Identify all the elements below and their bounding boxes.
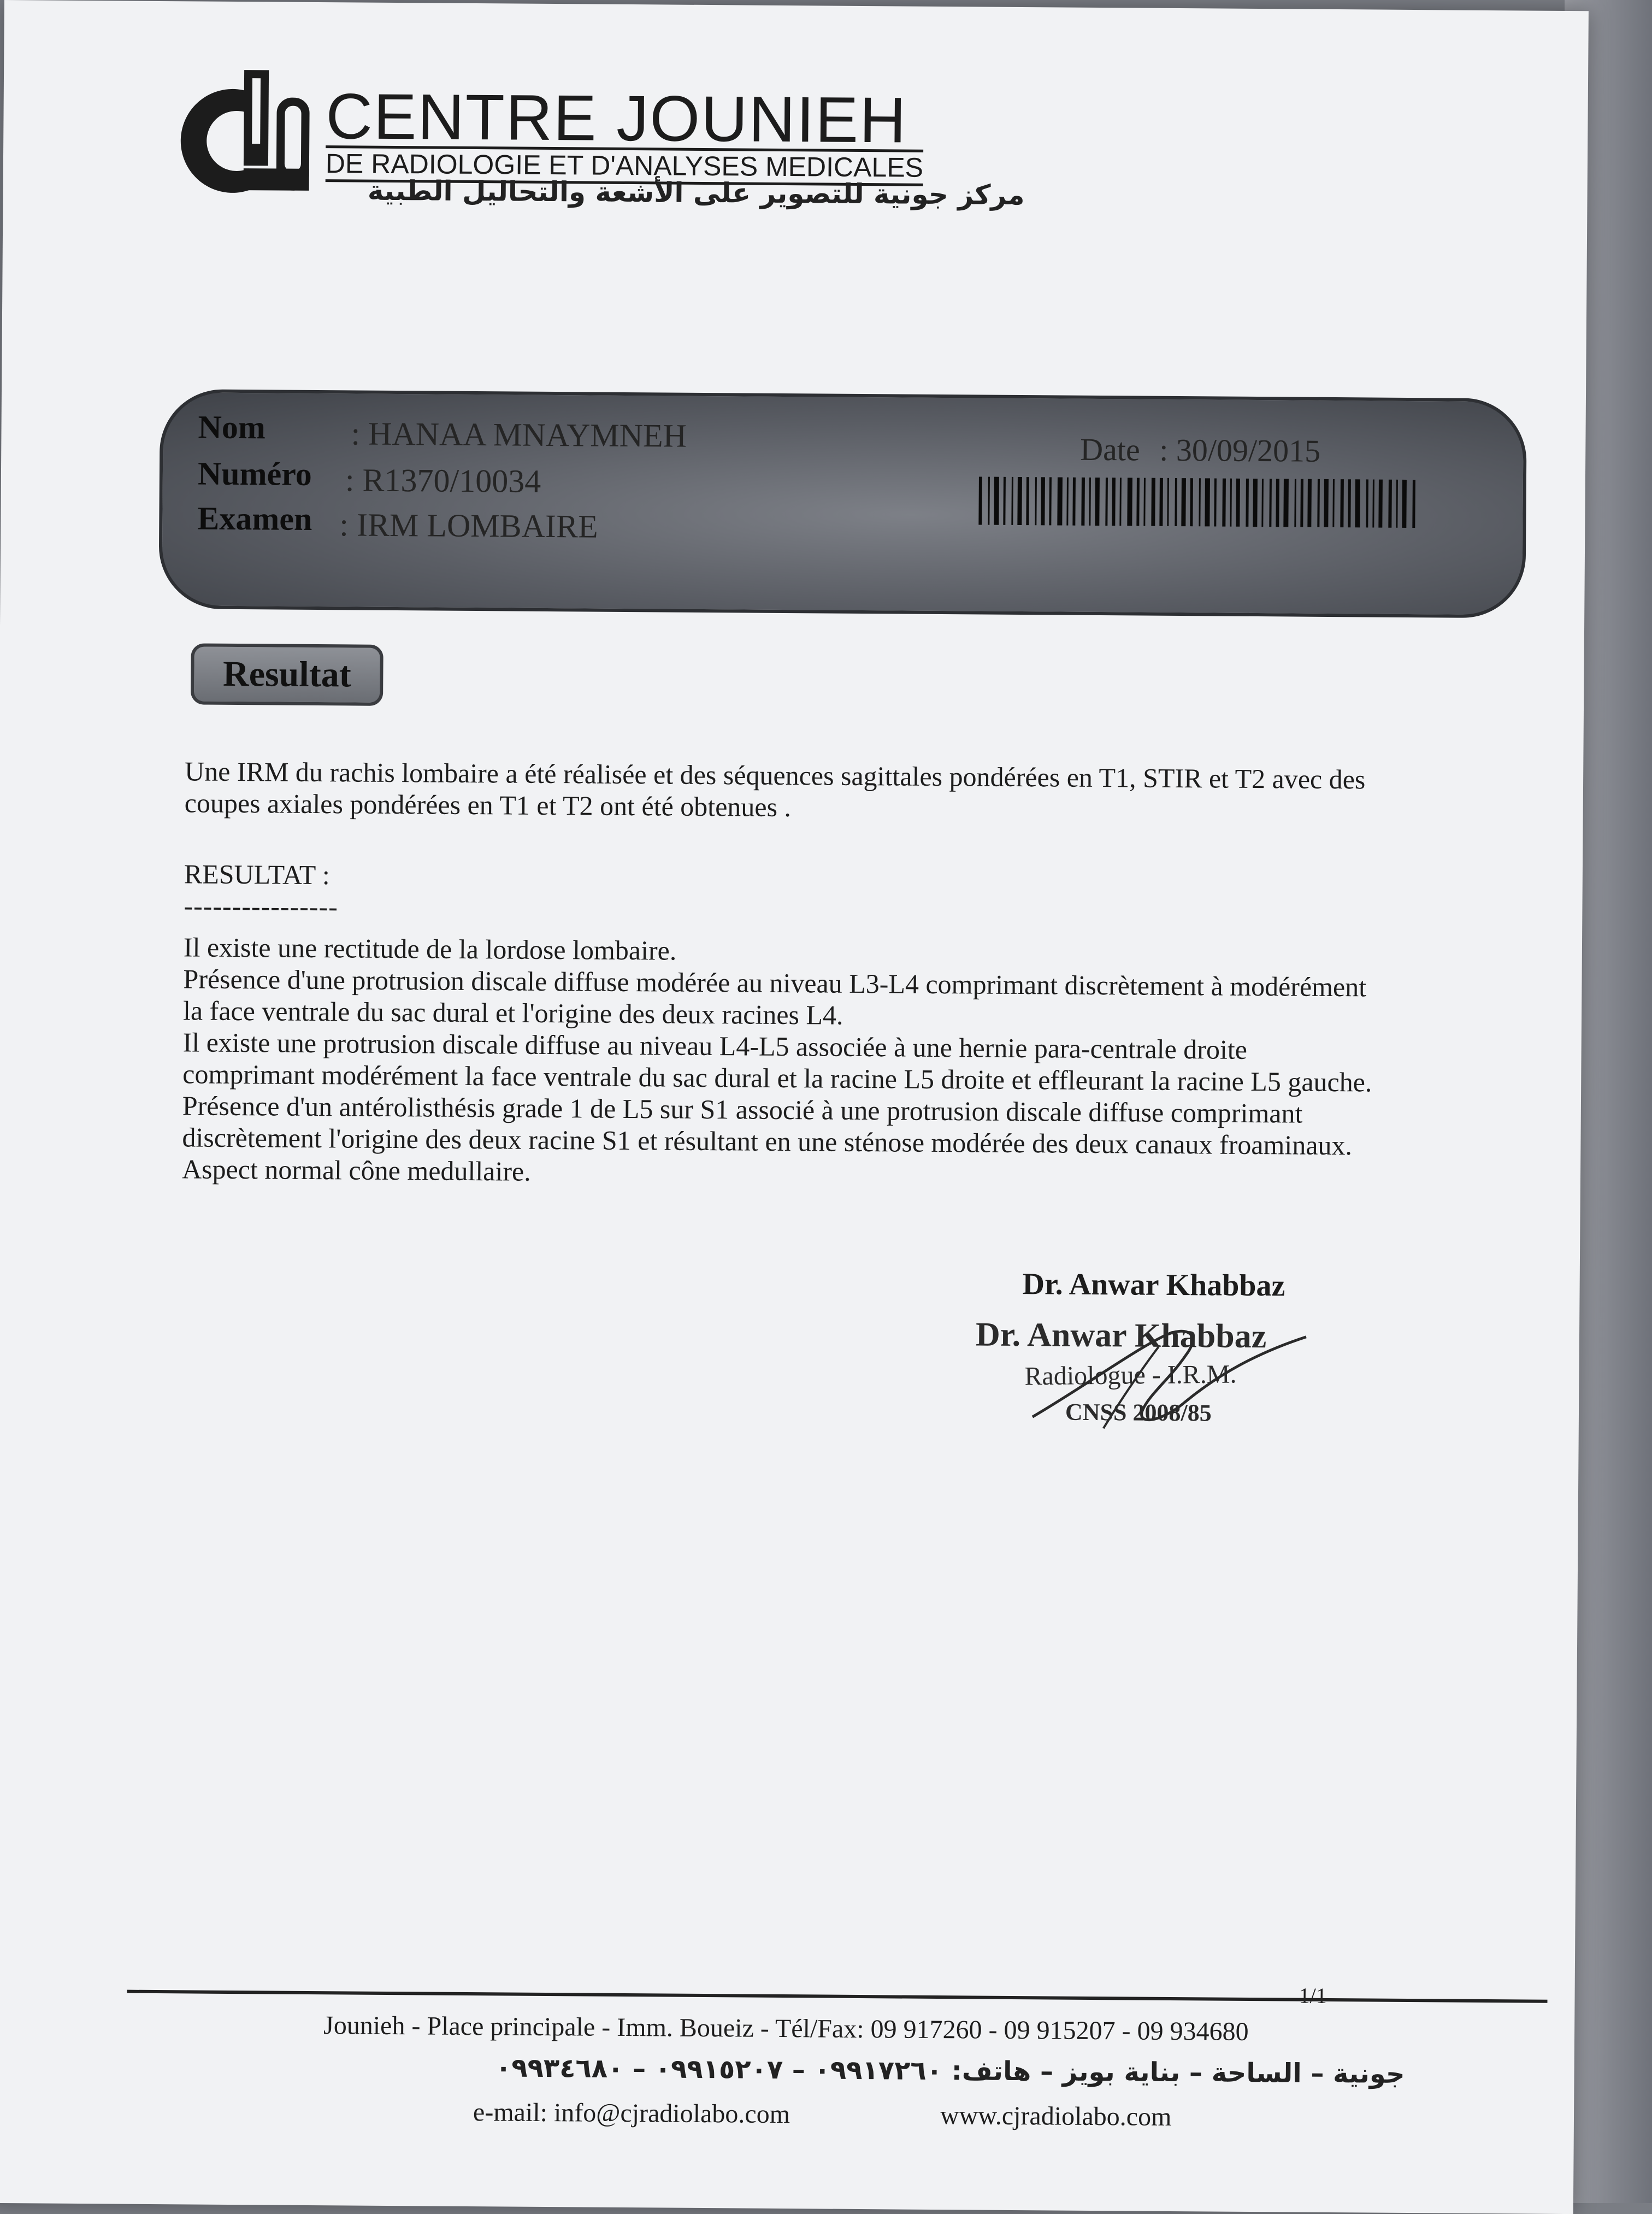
- numero-value: : R1370/10034: [345, 462, 541, 499]
- barcode-bar: [988, 477, 990, 525]
- stamp-title: Radiologue - I.R.M.: [1024, 1359, 1237, 1391]
- footer-address-arabic: جونية – الساحة – بناية بويز – هاتف: ٠٩٩١٧٢٦٠ – ٠٩٩١٥٢٠٧ – ٠٩٩٣٤٦٨٠: [495, 2052, 1405, 2089]
- centre-subtitle: DE RADIOLOGIE ET D'ANALYSES MEDICALES: [326, 145, 924, 186]
- barcode-bar: [1181, 478, 1186, 526]
- finding-line: comprimant modérément la face ventrale du sac dural et la racine L5 droite et effleurant la racine L5 gauche.: [182, 1058, 1372, 1098]
- barcode-bar: [1119, 478, 1122, 526]
- finding-line: Il existe une protrusion discale diffuse au niveau L4-L5 associée à une hernie para-centrale droite: [182, 1027, 1248, 1065]
- barcode-bar: [1175, 478, 1177, 526]
- barcode-bar: [1378, 480, 1383, 528]
- barcode-bar: [1230, 479, 1232, 527]
- stamp-name: Dr. Anwar Khabbaz: [975, 1316, 1267, 1356]
- finding-line: la face ventrale du sac dural et l'origine des deux racines L4.: [182, 995, 843, 1031]
- handwritten-signature-icon: [1022, 1302, 1329, 1446]
- intro-line: Une IRM du rachis lombaire a été réalisée et des séquences sagittales pondérées en T1, STIR et T2 avec des: [184, 756, 1366, 795]
- centre-logo-icon: [167, 67, 321, 210]
- resultat-tag: Resultat: [191, 643, 384, 705]
- typed-signature-name: Dr. Anwar Khabbaz: [1022, 1267, 1285, 1303]
- barcode-bar: [1057, 477, 1063, 525]
- examen-value: : IRM LOMBAIRE: [339, 507, 598, 545]
- barcode-bar: [1222, 479, 1226, 527]
- intro-line: coupes axiales pondérées en T1 et T2 ont été obtenues .: [184, 787, 792, 823]
- barcode-bar: [1159, 478, 1163, 526]
- centre-title: CENTRE JOUNIEH: [326, 80, 907, 157]
- barcode-bar: [1035, 477, 1037, 525]
- barcode-bar: [1105, 478, 1108, 526]
- barcode-bar: [994, 477, 999, 525]
- barcode-bar: [1049, 477, 1052, 525]
- finding-line: Présence d'un antérolisthésis grade 1 de L5 sur S1 associé à une protrusion discale diffuse comprimant: [182, 1090, 1303, 1129]
- footer-website[interactable]: www.cjradiolabo.com: [940, 2101, 1172, 2132]
- nom-label: Nom: [198, 409, 266, 446]
- barcode-bar: [1236, 479, 1240, 527]
- findings-paragraph: [182, 931, 1522, 1194]
- barcode-bar: [1332, 479, 1335, 527]
- stamp-cnss: CNSS 2008/85: [1065, 1398, 1212, 1427]
- barcode-bar: [1072, 478, 1076, 526]
- page-number: 1/1: [1299, 1983, 1327, 2008]
- barcode: [978, 476, 1460, 528]
- nom-value: : HANAA MNAYMNEH: [351, 415, 687, 454]
- barcode-bar: [1089, 478, 1091, 526]
- barcode-bar: [1324, 479, 1329, 527]
- barcode-bar: [1095, 478, 1100, 526]
- barcode-bar: [1066, 478, 1069, 526]
- barcode-bar: [1355, 479, 1360, 527]
- finding-line: Aspect normal cône medullaire.: [181, 1153, 531, 1187]
- finding-line: Il existe une rectitude de la lordose lombaire.: [183, 932, 677, 966]
- barcode-bar: [1269, 479, 1272, 527]
- barcode-bar: [1136, 478, 1140, 526]
- finding-line: Présence d'une protrusion discale diffuse modérée au niveau L3-L4 comprimant discrètement à modérément: [183, 963, 1367, 1003]
- barcode-bar: [1026, 477, 1029, 525]
- barcode-bar: [1388, 480, 1392, 528]
- barcode-bar: [1294, 479, 1296, 527]
- barcode-bar: [1112, 478, 1116, 526]
- barcode-bar: [1081, 478, 1085, 526]
- barcode-bar: [1167, 478, 1169, 526]
- barcode-bar: [1143, 478, 1146, 526]
- barcode-bar: [1317, 479, 1320, 527]
- date-value: : 30/09/2015: [1159, 432, 1321, 469]
- barcode-bar: [1253, 479, 1258, 527]
- barcode-bar: [1214, 478, 1217, 526]
- barcode-bar: [1017, 477, 1022, 525]
- barcode-bar: [1348, 479, 1351, 527]
- barcode-bar: [1246, 479, 1249, 527]
- barcode-bar: [1261, 479, 1264, 527]
- barcode-bar: [1340, 479, 1344, 527]
- barcode-bar: [1041, 477, 1045, 525]
- barcode-bar: [1300, 479, 1303, 527]
- barcode-bar: [1190, 478, 1193, 526]
- examen-label: Examen: [197, 500, 312, 537]
- intro-paragraph: [185, 755, 1524, 828]
- barcode-bar: [1127, 478, 1132, 526]
- finding-line: discrètement l'origine des deux racine S1 et résultant en une sténose modérée des deux canaux froaminaux.: [182, 1122, 1353, 1161]
- barcode-bar: [978, 476, 982, 525]
- numero-label: Numéro: [197, 455, 312, 492]
- footer-address: Jounieh - Place principale - Imm. Boueiz - Tél/Fax: 09 917260 - 09 915207 - 09 934680: [323, 2011, 1249, 2046]
- barcode-bar: [1199, 478, 1201, 526]
- footer-email[interactable]: e-mail: info@cjradiolabo.com: [473, 2098, 790, 2129]
- barcode-bar: [1003, 477, 1006, 525]
- resultat-underline: ----------------: [184, 890, 339, 922]
- barcode-bar: [1372, 480, 1374, 528]
- centre-arabic-title: مركز جونية للتصوير على الأشعة والتحاليل الطبية: [367, 174, 1025, 211]
- barcode-bar: [1307, 479, 1312, 527]
- barcode-bar: [1276, 479, 1279, 527]
- barcode-bar: [1283, 479, 1289, 527]
- date-label: Date: [1080, 431, 1141, 468]
- barcode-bar: [1205, 478, 1210, 526]
- barcode-bar: [1412, 480, 1415, 528]
- resultat-heading: RESULTAT :: [184, 858, 330, 891]
- barcode-bar: [1011, 477, 1013, 525]
- footer-divider: [127, 1990, 1548, 2003]
- barcode-bar: [1151, 478, 1155, 526]
- barcode-bar: [1402, 480, 1407, 528]
- barcode-bar: [1396, 480, 1398, 528]
- barcode-bar: [1366, 479, 1368, 527]
